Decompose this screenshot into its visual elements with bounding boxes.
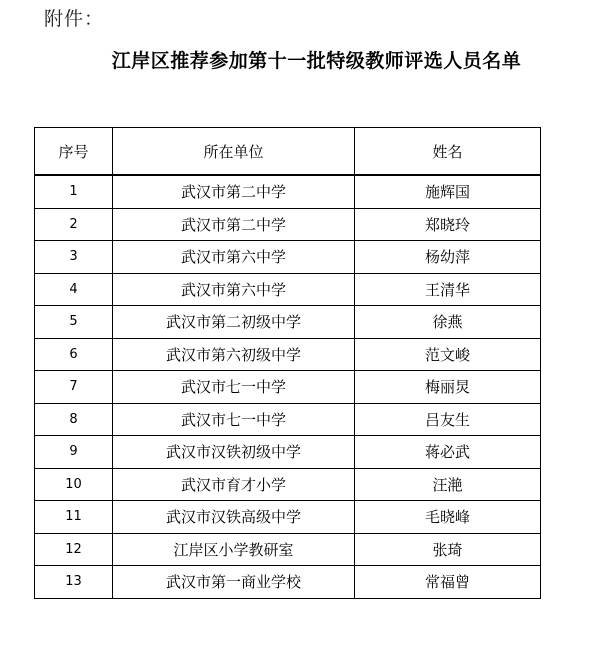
row-index-cell: 1 [35, 175, 113, 208]
row-name-cell: 王清华 [355, 273, 541, 306]
header-index: 序号 [35, 128, 113, 176]
row-unit-cell: 武汉市第二中学 [113, 208, 355, 241]
table-row [35, 533, 541, 566]
row-index-cell: 11 [35, 501, 113, 534]
row-unit-cell: 武汉市第二初级中学 [113, 306, 355, 339]
header-unit: 所在单位 [113, 128, 355, 176]
table-row [35, 208, 541, 241]
row-name-cell: 徐燕 [355, 306, 541, 339]
table-row [35, 468, 541, 501]
row-unit-cell: 武汉市七一中学 [113, 403, 355, 436]
table-row [35, 566, 541, 599]
row-index-cell: 10 [35, 468, 113, 501]
table-row [35, 501, 541, 534]
row-name-cell: 汪滟 [355, 468, 541, 501]
attachment-label: 附件： [44, 8, 105, 30]
row-name-cell: 杨幼萍 [355, 241, 541, 274]
row-name-cell: 张琦 [355, 533, 541, 566]
row-name-cell: 常福曾 [355, 566, 541, 599]
row-name-cell: 范文峻 [355, 338, 541, 371]
row-index-cell: 12 [35, 533, 113, 566]
row-unit-cell: 武汉市第二中学 [113, 175, 355, 208]
row-name-cell: 施辉国 [355, 175, 541, 208]
table-row [35, 175, 541, 208]
table-row [35, 241, 541, 274]
row-index-cell: 9 [35, 436, 113, 469]
table-row [35, 338, 541, 371]
row-index-cell: 5 [35, 306, 113, 339]
row-unit-cell: 武汉市第六初级中学 [113, 338, 355, 371]
header-row [35, 128, 541, 176]
row-index-cell: 13 [35, 566, 113, 599]
row-unit-cell: 武汉市育才小学 [113, 468, 355, 501]
nominee-table [34, 127, 541, 599]
row-unit-cell: 江岸区小学教研室 [113, 533, 355, 566]
row-name-cell: 蒋必武 [355, 436, 541, 469]
document-title: 江岸区推荐参加第十一批特级教师评选人员名单 [111, 50, 522, 72]
row-unit-cell: 武汉市汉铁初级中学 [113, 436, 355, 469]
row-name-cell: 毛晓峰 [355, 501, 541, 534]
row-index-cell: 3 [35, 241, 113, 274]
row-unit-cell: 武汉市汉铁高级中学 [113, 501, 355, 534]
table-row [35, 371, 541, 404]
row-unit-cell: 武汉市第六中学 [113, 273, 355, 306]
table-row [35, 403, 541, 436]
row-unit-cell: 武汉市七一中学 [113, 371, 355, 404]
row-index-cell: 8 [35, 403, 113, 436]
row-name-cell: 吕友生 [355, 403, 541, 436]
row-index-cell: 2 [35, 208, 113, 241]
table-row [35, 306, 541, 339]
row-unit-cell: 武汉市第六中学 [113, 241, 355, 274]
table-header [35, 128, 541, 176]
row-index-cell: 6 [35, 338, 113, 371]
table-row [35, 273, 541, 306]
row-index-cell: 7 [35, 371, 113, 404]
table-body [35, 175, 541, 598]
header-name: 姓名 [355, 128, 541, 176]
row-name-cell: 梅丽炅 [355, 371, 541, 404]
row-index-cell: 4 [35, 273, 113, 306]
row-unit-cell: 武汉市第一商业学校 [113, 566, 355, 599]
table-row [35, 436, 541, 469]
row-name-cell: 郑晓玲 [355, 208, 541, 241]
